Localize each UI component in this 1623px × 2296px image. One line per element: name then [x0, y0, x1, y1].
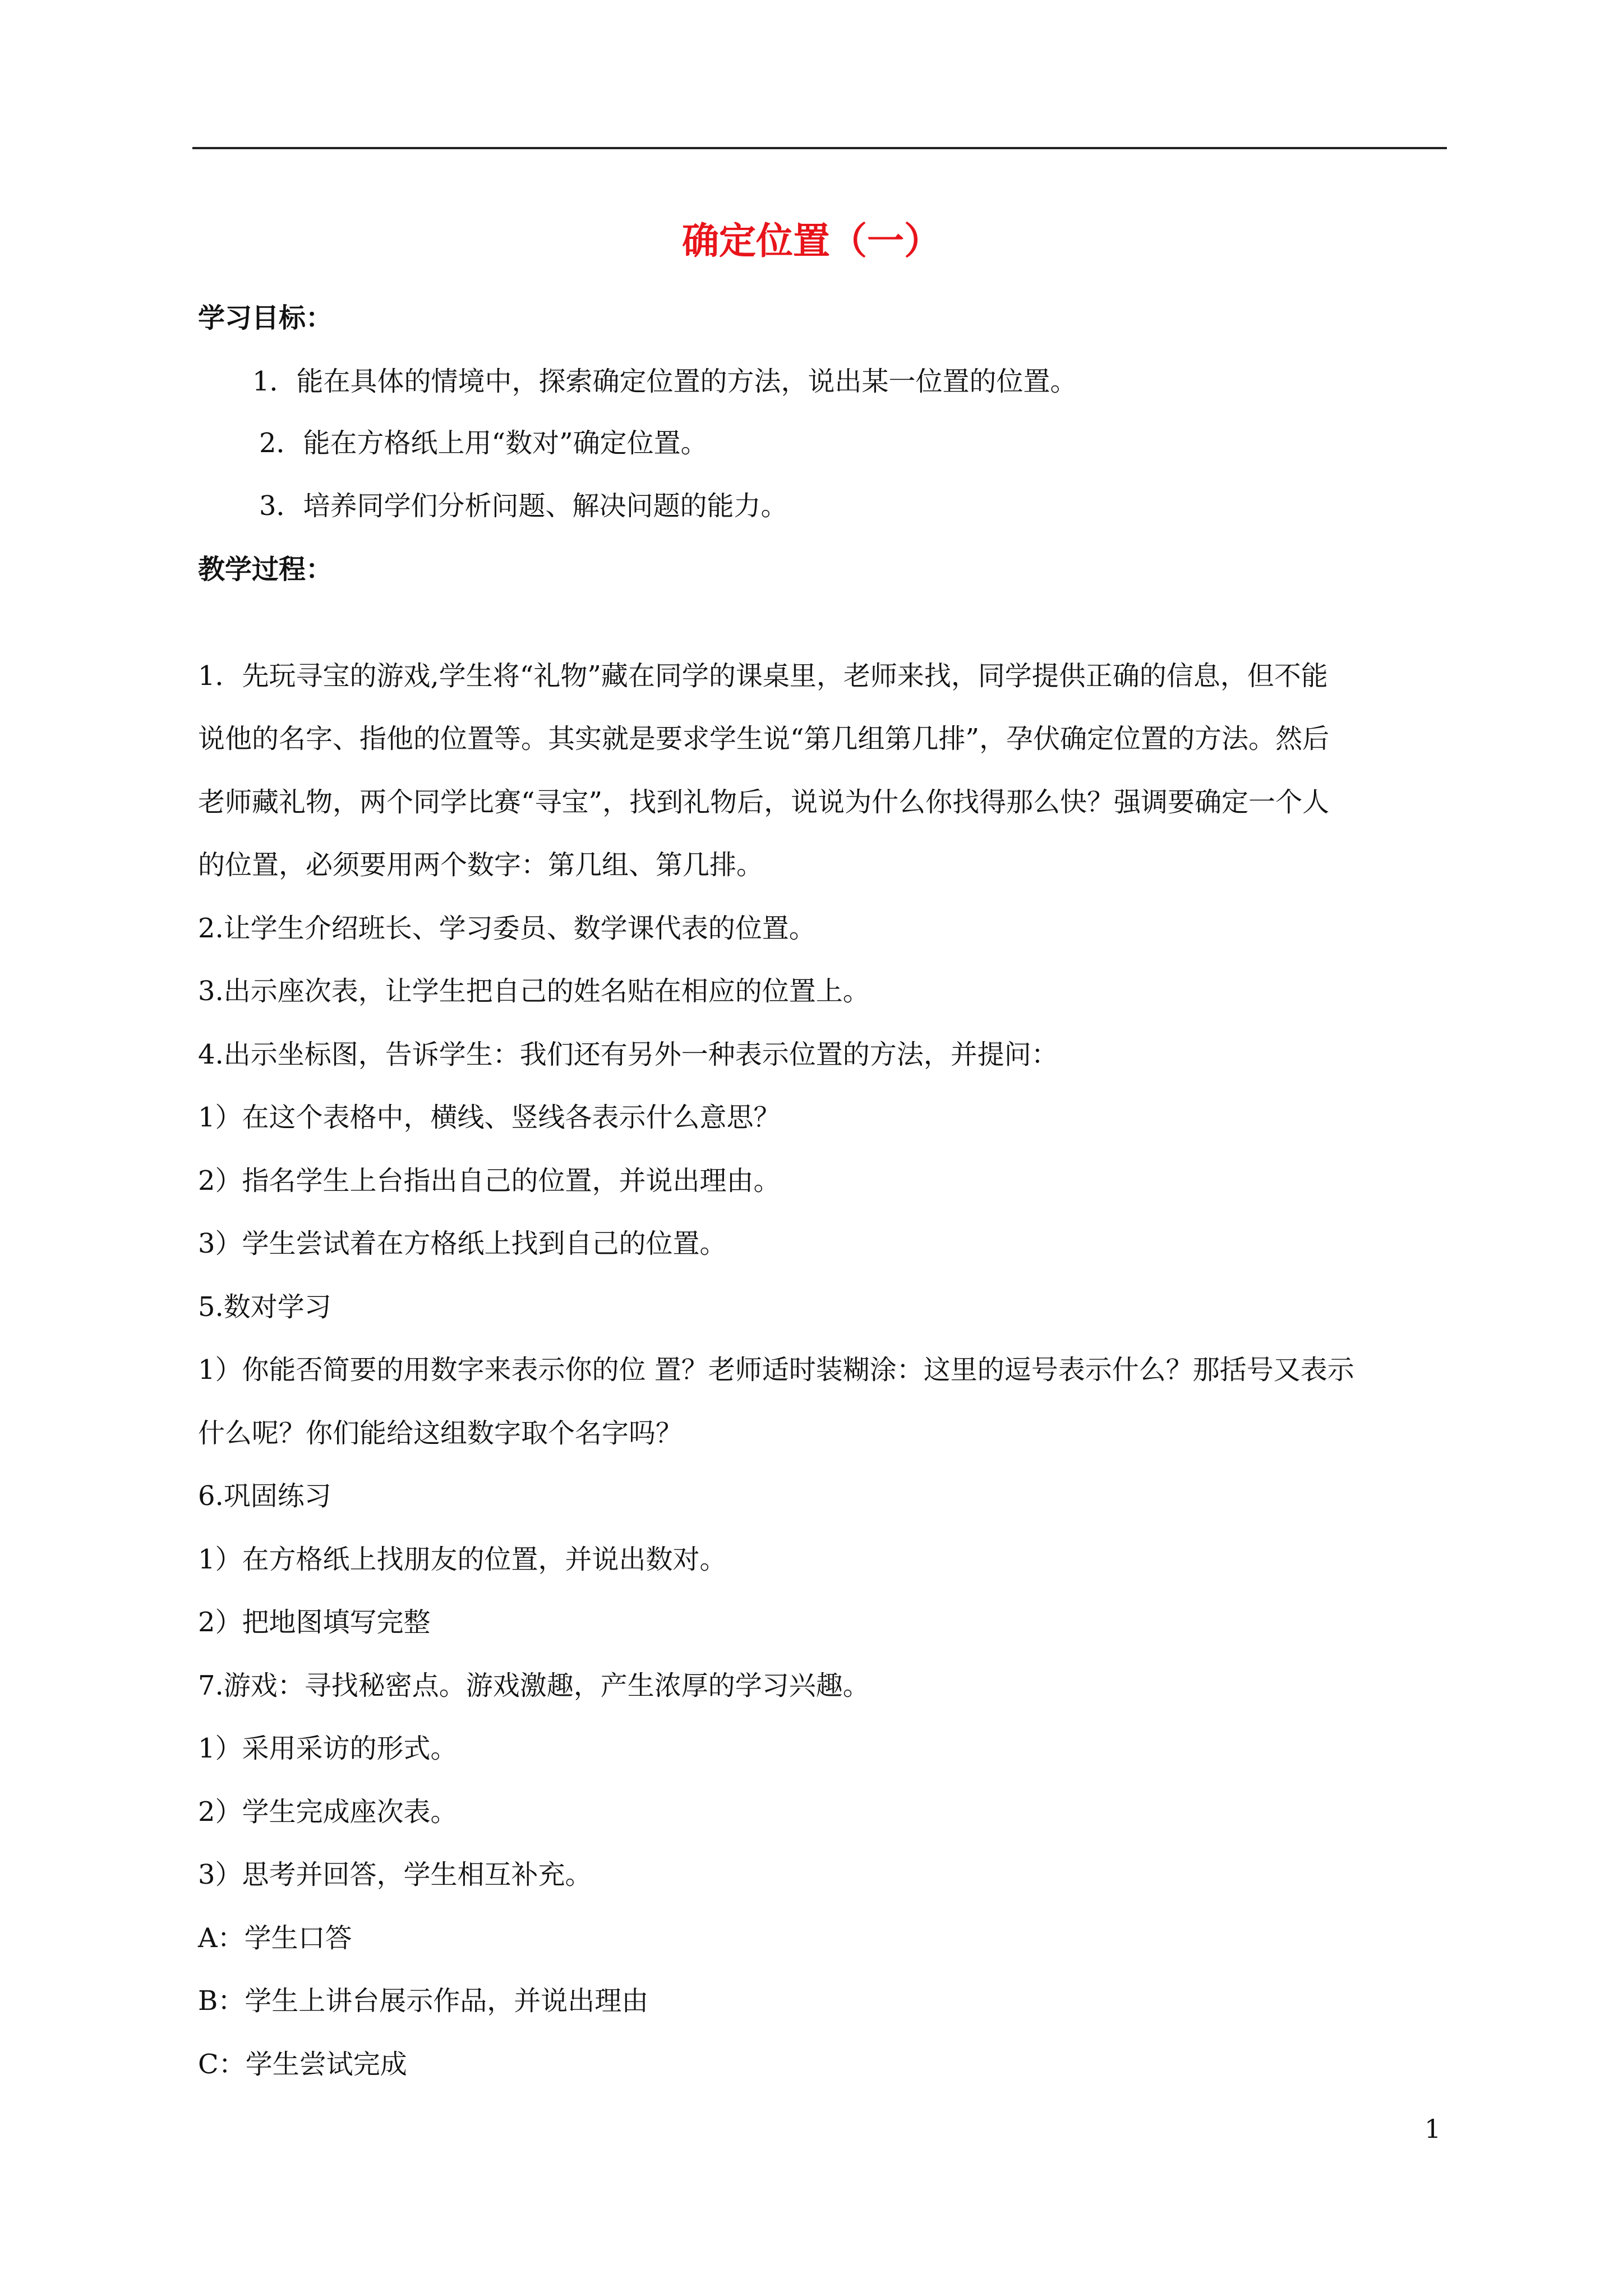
list-item: 2）学生完成座次表。: [198, 1796, 458, 1828]
list-item: 6.巩固练习: [198, 1480, 331, 1512]
list-item: 3）学生尝试着在方格纸上找到自己的位置。: [198, 1228, 727, 1259]
objective-item: 1．能在具体的情境中，探索确定位置的方法，说出某一位置的位置。: [252, 366, 1077, 397]
list-item: 1）在方格纸上找朋友的位置，并说出数对。: [198, 1544, 727, 1575]
objective-item: 2．能在方格纸上用“数对”确定位置。: [259, 427, 708, 459]
list-item: 5.数对学习: [198, 1291, 331, 1323]
list-item: 7.游戏：寻找秘密点。游戏激趣，产生浓厚的学习兴趣。: [198, 1670, 870, 1701]
paragraph-line: 老师藏礼物，两个同学比赛“寻宝”，找到礼物后，说说为什么你找得那么快？强调要确定一个人: [198, 786, 1330, 818]
list-item: B：学生上讲台展示作品，并说出理由: [198, 1985, 649, 2017]
list-item: 4.出示坐标图，告诉学生：我们还有另外一种表示位置的方法，并提问：: [198, 1039, 1058, 1070]
list-item: 3）思考并回答，学生相互补充。: [198, 1859, 592, 1890]
list-item: 2）把地图填写完整: [198, 1607, 431, 1638]
page-title: 确定位置（一）: [682, 219, 941, 263]
paragraph-line: 什么呢？你们能给这组数字取个名字吗？: [198, 1418, 683, 1449]
list-item: 2）指名学生上台指出自己的位置，并说出理由。: [198, 1165, 781, 1197]
list-item: 2.让学生介绍班长、学习委员、数学课代表的位置。: [198, 913, 816, 944]
paragraph-line: 说他的名字、指他的位置等。其实就是要求学生说“第几组第几排”，孕伏确定位置的方法。然后: [198, 723, 1330, 754]
process-heading: 教学过程：: [198, 554, 333, 585]
list-item: 1）采用采访的形式。: [198, 1733, 458, 1764]
objectives-heading: 学习目标：: [198, 302, 333, 334]
paragraph-line: 1）你能否简要的用数字来表示你的位 置？老师适时装糊涂：这里的逗号表示什么？那括号又表示: [198, 1354, 1354, 1386]
header-rule: [192, 147, 1447, 149]
list-item: 1）在这个表格中，横线、竖线各表示什么意思？: [198, 1102, 781, 1133]
paragraph-line: 1．先玩寻宝的游戏,学生将“礼物”藏在同学的课桌里，老师来找，同学提供正确的信息，但不能: [198, 660, 1328, 692]
list-item: 3.出示座次表，让学生把自己的姓名贴在相应的位置上。: [198, 976, 870, 1007]
paragraph-line: 的位置，必须要用两个数字：第几组、第几排。: [198, 849, 764, 881]
objective-item: 3．培养同学们分析问题、解决问题的能力。: [259, 490, 788, 522]
page-number: 1: [1424, 2114, 1441, 2144]
list-item: C：学生尝试完成: [198, 2049, 407, 2080]
list-item: A：学生口答: [198, 1922, 352, 1954]
